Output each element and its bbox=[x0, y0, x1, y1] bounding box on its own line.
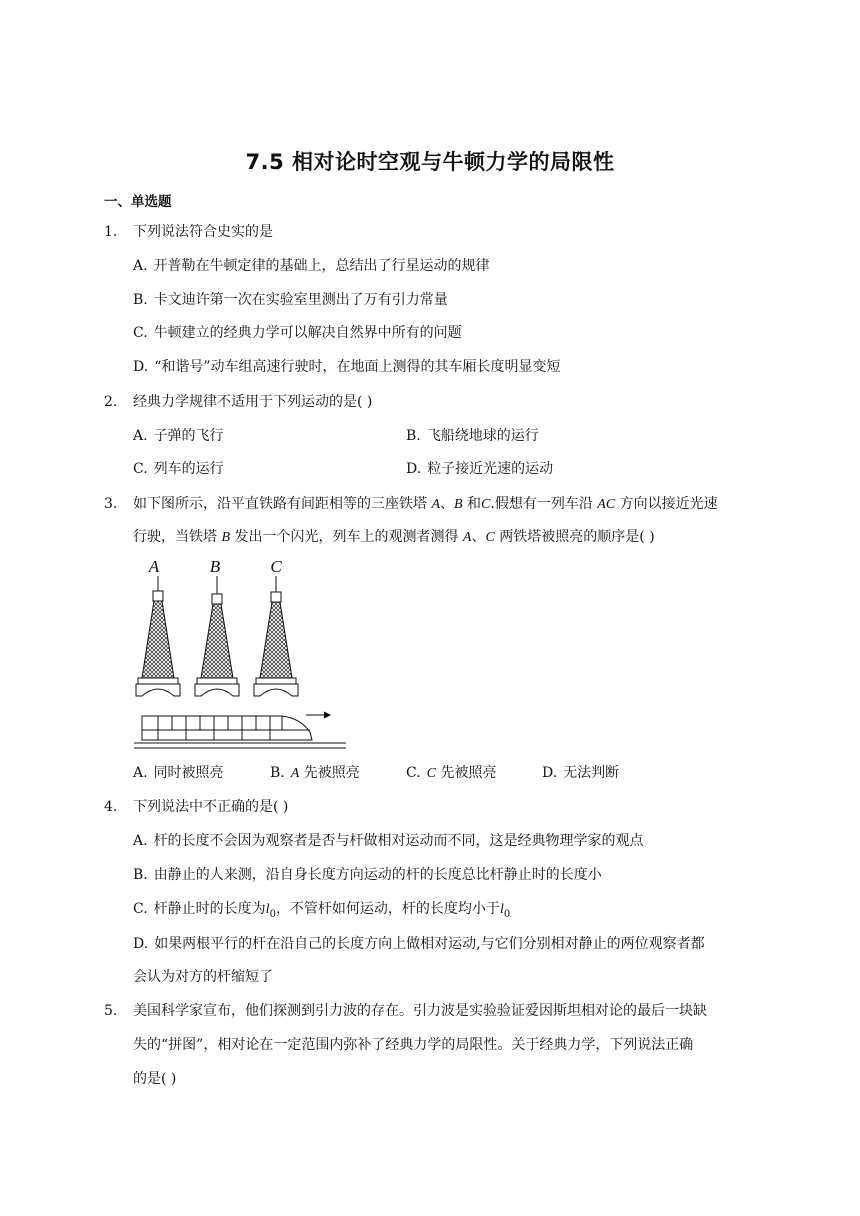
question-1-option-c bbox=[133, 323, 462, 343]
option-label: D. bbox=[542, 765, 558, 781]
question-2-option-d bbox=[406, 459, 553, 479]
question-4-number: 4. bbox=[104, 799, 118, 815]
question-5-number: 5. bbox=[104, 1003, 118, 1019]
text-fragment: 如下图所示，沿平直铁路有间距相等的三座铁塔 bbox=[133, 496, 432, 512]
option-text: “和谐号”动车组高速行驶时，在地面上测得的其车厢长度明显变短 bbox=[154, 359, 561, 375]
question-1-option-b bbox=[133, 290, 448, 310]
question-2-option-b bbox=[406, 426, 539, 446]
train bbox=[142, 716, 312, 740]
tower-c bbox=[254, 576, 298, 696]
option-text: 卡文迪许第一次在实验室里测出了万有引力常量 bbox=[153, 292, 448, 308]
variable-a: A bbox=[290, 766, 300, 781]
variable-b: B bbox=[454, 497, 463, 512]
option-label: C. bbox=[133, 901, 148, 917]
option-text: 粒子接近光速的运动 bbox=[427, 461, 554, 477]
question-5-stem-line-1: 美国科学家宣布，他们探测到引力波的存在。引力波是实验验证爱因斯坦相对论的最后一块缺 bbox=[133, 1003, 707, 1019]
text-fragment: .假想有一列车沿 bbox=[490, 496, 598, 512]
option-text: 由静止的人来测，沿自身长度方向运动的杆的长度总比杆静止时的长度小 bbox=[153, 867, 602, 883]
section-heading: 一、单选题 bbox=[104, 194, 172, 210]
option-label: D. bbox=[133, 359, 149, 375]
option-text: 先被照亮 bbox=[299, 765, 360, 781]
option-text: ，不管杆如何运动，杆的长度均小于 bbox=[275, 901, 500, 917]
option-label: B. bbox=[133, 867, 148, 883]
variable-l: l bbox=[499, 902, 504, 917]
option-label: C. bbox=[133, 461, 148, 477]
question-4-option-d-continued: 会认为对方的杆缩短了 bbox=[133, 969, 273, 985]
question-4-option-b bbox=[133, 865, 602, 885]
subscript: 0 bbox=[503, 908, 511, 920]
option-label: A. bbox=[133, 258, 148, 274]
variable-a: A bbox=[431, 497, 441, 512]
tower-a bbox=[136, 576, 180, 696]
question-1-number: 1. bbox=[104, 224, 118, 240]
option-label: C. bbox=[133, 325, 148, 341]
option-text: 开普勒在牛顿定律的基础上，总结出了行星运动的规律 bbox=[153, 258, 490, 274]
option-label: D. bbox=[406, 461, 422, 477]
variable-l: l bbox=[265, 902, 270, 917]
text-fragment: 两铁塔被照亮的顺序是( ) bbox=[494, 529, 655, 545]
question-4-option-c bbox=[133, 899, 510, 925]
option-text: 子弹的飞行 bbox=[153, 428, 224, 444]
option-text: 无法判断 bbox=[563, 765, 620, 781]
text-fragment: 、 bbox=[440, 496, 455, 512]
option-label: A. bbox=[133, 833, 148, 849]
question-2-option-c bbox=[133, 459, 224, 479]
option-text: 列车的运行 bbox=[153, 461, 224, 477]
tower-b bbox=[195, 576, 239, 696]
question-2-option-a bbox=[133, 426, 224, 446]
question-4-option-d bbox=[133, 934, 705, 954]
option-label: D. bbox=[133, 936, 149, 952]
option-text: 杆的长度不会因为观察者是否与杆做相对运动而不同，这是经典物理学家的观点 bbox=[153, 833, 644, 849]
question-3-stem-line-2 bbox=[133, 527, 655, 548]
text-fragment: 行驶，当铁塔 bbox=[133, 529, 222, 545]
question-3-option-a bbox=[133, 763, 224, 783]
option-label: C. bbox=[406, 765, 421, 781]
tower-label-a: A bbox=[148, 557, 160, 576]
towers-train-figure bbox=[132, 556, 348, 760]
tower-label-b: B bbox=[209, 557, 221, 576]
question-1-stem: 下列说法符合史实的是 bbox=[133, 224, 273, 240]
option-label: A. bbox=[133, 765, 148, 781]
option-label: A. bbox=[133, 428, 148, 444]
question-3-number: 3. bbox=[104, 496, 118, 512]
question-2-stem: 经典力学规律不适用于下列运动的是( ) bbox=[133, 394, 373, 410]
variable-c: C bbox=[481, 497, 491, 512]
option-text: 同时被照亮 bbox=[153, 765, 224, 781]
variable-ac: AC bbox=[597, 497, 616, 512]
question-3-stem-line-1 bbox=[133, 494, 718, 515]
question-3-option-c bbox=[406, 763, 496, 784]
question-4-stem: 下列说法中不正确的是( ) bbox=[133, 799, 289, 815]
tower-label-c: C bbox=[270, 557, 282, 576]
variable-a: A bbox=[462, 530, 472, 545]
text-fragment: 和 bbox=[462, 496, 482, 512]
question-4-option-a bbox=[133, 831, 644, 851]
variable-b: B bbox=[221, 530, 231, 545]
text-fragment: 方向以接近光速 bbox=[615, 496, 718, 512]
option-text: 如果两根平行的杆在沿自己的长度方向上做相对运动,与它们分别相对静止的两位观察者都 bbox=[154, 936, 705, 952]
question-3-option-b bbox=[270, 763, 360, 784]
text-fragment: 发出一个闪光，列车上的观测者测得 bbox=[230, 529, 463, 545]
question-5-stem-line-2: 失的“拼图”，相对论在一定范围内弥补了经典力学的局限性。关于经典力学，下列说法正确 bbox=[133, 1037, 694, 1053]
question-2-number: 2. bbox=[104, 394, 118, 410]
question-1-option-a bbox=[133, 256, 490, 276]
question-5-stem-line-3: 的是( ) bbox=[133, 1071, 177, 1087]
towers-train-diagram bbox=[132, 556, 348, 756]
option-text: 飞船绕地球的运行 bbox=[426, 428, 539, 444]
variable-c: C bbox=[426, 766, 437, 781]
option-label: B. bbox=[406, 428, 421, 444]
text-fragment: 、 bbox=[471, 529, 486, 545]
option-text: 杆静止时的长度为 bbox=[153, 901, 266, 917]
question-3-option-d bbox=[542, 763, 619, 783]
option-label: B. bbox=[270, 765, 285, 781]
option-text: 先被照亮 bbox=[436, 765, 497, 781]
variable-c: C bbox=[485, 530, 495, 545]
question-1-option-d bbox=[133, 357, 561, 377]
subscript: 0 bbox=[269, 908, 276, 920]
motion-arrow-icon bbox=[306, 712, 330, 718]
option-text: 牛顿建立的经典力学可以解决自然界中所有的问题 bbox=[153, 325, 462, 341]
option-label: B. bbox=[133, 292, 148, 308]
page-title: 7.5 相对论时空观与牛顿力学的局限性 bbox=[245, 150, 615, 174]
